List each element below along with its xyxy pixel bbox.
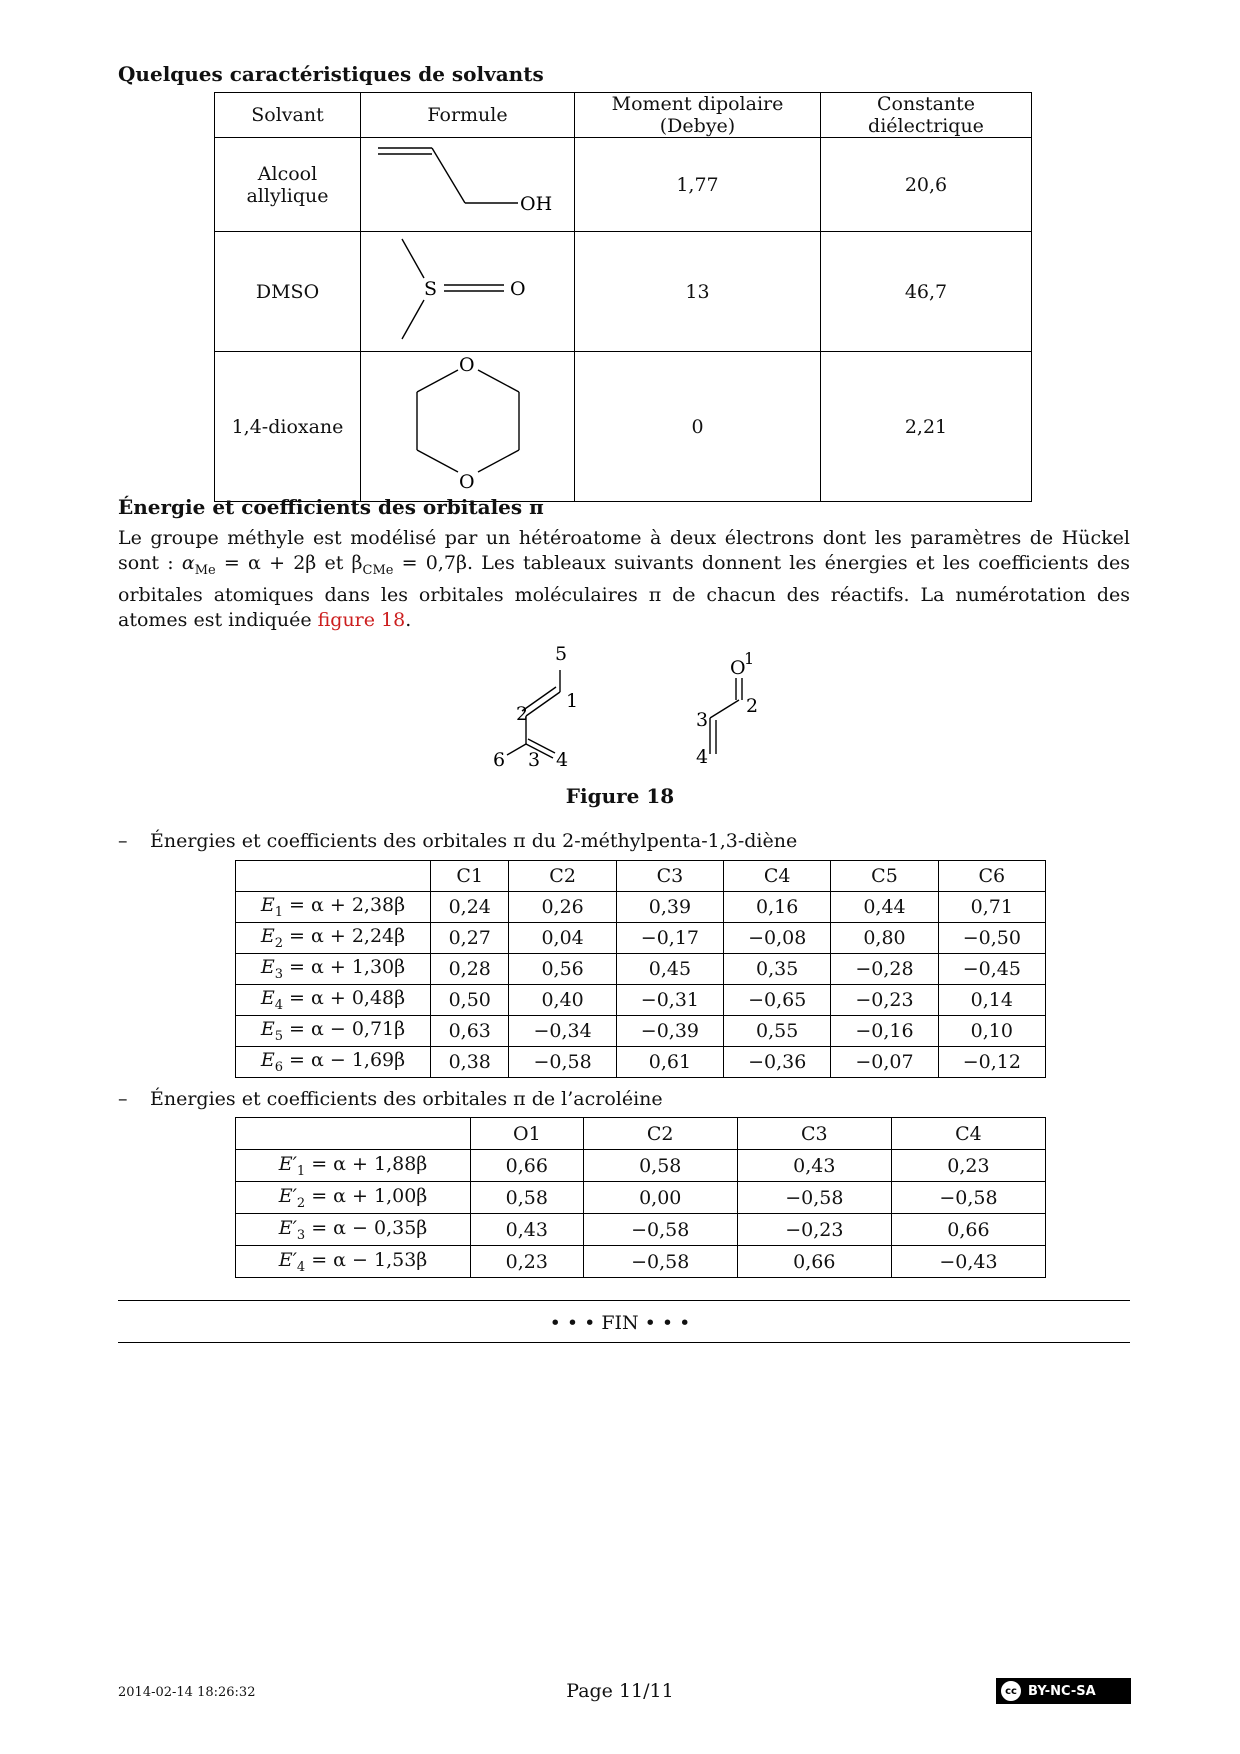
coefficient-cell: −0,43: [891, 1246, 1045, 1278]
subscript: CMe: [362, 562, 394, 578]
coefficient-cell: 0,24: [431, 892, 509, 923]
coefficient-cell: 0,56: [509, 954, 616, 985]
section-heading-orbitales: Énergie et coefficients des orbitales π: [118, 495, 544, 519]
energy-label: [236, 1246, 471, 1278]
energy-label: [236, 923, 431, 954]
divider-bottom: [118, 1342, 1130, 1343]
energy-label: [236, 1150, 471, 1182]
table-row: [236, 1150, 1046, 1182]
energy-symbol: E: [260, 1018, 275, 1041]
coefficient-cell: −0,65: [724, 985, 831, 1016]
coefficient-cell: 0,40: [509, 985, 616, 1016]
figure-caption: Figure 18: [565, 784, 675, 808]
coefficient-cell: −0,58: [583, 1246, 737, 1278]
formula-cell: [361, 352, 575, 502]
energy-symbol: E: [260, 894, 275, 917]
alpha-symbol: α: [181, 552, 195, 574]
paragraph-text: .: [405, 608, 412, 631]
column-header: Formule: [361, 93, 575, 138]
energy-symbol: E: [260, 987, 275, 1010]
section-heading-solvants: Quelques caractéristiques de solvants: [118, 62, 544, 86]
coefficient-cell: 0,35: [724, 954, 831, 985]
atom-label: S: [424, 278, 438, 300]
energy-label: [236, 1182, 471, 1214]
coefficient-cell: 0,66: [737, 1246, 891, 1278]
dmso-structure: [362, 232, 573, 346]
coefficient-cell: −0,58: [509, 1047, 616, 1078]
energy-symbol: E′: [278, 1152, 297, 1175]
atom-label: O: [730, 657, 746, 679]
column-header: C6: [938, 861, 1045, 892]
paragraph-text: Le groupe méthyle est modélisé par un hétéroatome à deux électrons dont les paramètres de Hückel sont :: [118, 527, 1130, 574]
column-header: C5: [831, 861, 938, 892]
cc-icon: cc: [1000, 1680, 1022, 1702]
paragraph-text: = α + 2β et β: [215, 552, 363, 574]
figure-18: [480, 640, 780, 780]
coefficient-cell: −0,08: [724, 923, 831, 954]
atom-label: O: [459, 471, 475, 493]
table-row: [215, 232, 1032, 352]
atom-label: O: [510, 278, 526, 300]
formula-cell: [361, 138, 575, 232]
energy-symbol: E′: [278, 1184, 297, 1207]
diene-orbitals-table: [235, 860, 1046, 1078]
coefficient-cell: 0,43: [471, 1214, 584, 1246]
coefficient-cell: 0,38: [431, 1047, 509, 1078]
coefficient-cell: −0,58: [891, 1182, 1045, 1214]
table-row: [236, 1182, 1046, 1214]
table-title-text: Énergies et coefficients des orbitales π de l’acroléine: [150, 1088, 663, 1110]
energy-symbol: E: [260, 956, 275, 979]
coefficient-cell: −0,45: [938, 954, 1045, 985]
energy-index: 4: [274, 997, 284, 1013]
column-header: C1: [431, 861, 509, 892]
coefficient-cell: 0,43: [737, 1150, 891, 1182]
energy-expression: = α + 1,30β: [283, 956, 406, 979]
coefficient-cell: 0,71: [938, 892, 1045, 923]
coefficient-cell: −0,17: [616, 923, 723, 954]
coefficient-cell: 0,50: [431, 985, 509, 1016]
coefficient-cell: 0,39: [616, 892, 723, 923]
atom-label: O: [459, 354, 475, 376]
coefficient-cell: −0,16: [831, 1016, 938, 1047]
coefficient-cell: 0,23: [471, 1246, 584, 1278]
energy-expression: = α + 1,00β: [305, 1184, 428, 1207]
license-badge[interactable]: [996, 1678, 1131, 1704]
acroleine-orbitals-table: [235, 1117, 1046, 1278]
table-row: [236, 1214, 1046, 1246]
column-header: C3: [737, 1118, 891, 1150]
dipole-value: 0: [575, 352, 821, 502]
energy-expression: = α − 0,71β: [283, 1018, 406, 1041]
energy-index: 1: [274, 904, 284, 920]
license-label: BY-NC-SA: [1028, 1683, 1096, 1699]
coefficient-cell: −0,36: [724, 1047, 831, 1078]
atom-number: 4: [556, 749, 569, 771]
atom-number: 2: [516, 703, 529, 725]
coefficient-cell: 0,63: [431, 1016, 509, 1047]
table-row: [215, 352, 1032, 502]
coefficient-cell: 0,16: [724, 892, 831, 923]
energy-index: 3: [274, 966, 284, 982]
energy-label: [236, 985, 431, 1016]
coefficient-cell: 0,14: [938, 985, 1045, 1016]
coefficient-cell: 0,44: [831, 892, 938, 923]
coefficient-cell: 0,45: [616, 954, 723, 985]
coefficient-cell: 0,61: [616, 1047, 723, 1078]
energy-expression: = α + 1,88β: [305, 1152, 428, 1175]
paragraph-text: = 0,7β. Les tableaux suivants donnent les énergies et les coefficients des orbitales atomiques dans les orbitales moléculaires π de chacun des réactifs. La numérotation des atomes est indiquée: [118, 552, 1130, 631]
column-header: C3: [616, 861, 723, 892]
list-dash: –: [118, 1088, 128, 1110]
energy-label: [236, 1047, 431, 1078]
energy-index: 1: [296, 1163, 306, 1179]
atom-number: 3: [696, 709, 709, 731]
list-dash: –: [118, 830, 128, 852]
table-row: [236, 1016, 1046, 1047]
table-row: [215, 138, 1032, 232]
energy-label: [236, 954, 431, 985]
energy-expression: = α + 2,24β: [283, 925, 406, 948]
corner-cell: [236, 861, 431, 892]
column-header: C4: [724, 861, 831, 892]
energy-symbol: E′: [278, 1248, 297, 1271]
atom-number: 1: [744, 649, 755, 668]
footer-date: 2014-02-14 18:26:32: [118, 1685, 256, 1700]
table-title-text: Énergies et coefficients des orbitales π du 2-méthylpenta-1,3-diène: [150, 830, 798, 852]
intro-paragraph: [118, 526, 1130, 633]
table-2-title: [118, 1088, 663, 1110]
table-row: [236, 1246, 1046, 1278]
coefficient-cell: 0,26: [509, 892, 616, 923]
atom-number: 6: [493, 749, 506, 771]
table-row: [236, 923, 1046, 954]
coefficient-cell: −0,23: [831, 985, 938, 1016]
energy-expression: = α + 0,48β: [283, 987, 406, 1010]
energy-index: 6: [274, 1059, 284, 1075]
dioxane-structure: [362, 352, 573, 496]
dielectric-value: 20,6: [821, 138, 1032, 232]
column-header: O1: [471, 1118, 584, 1150]
coefficient-cell: −0,34: [509, 1016, 616, 1047]
energy-index: 4: [296, 1259, 306, 1275]
coefficient-cell: −0,07: [831, 1047, 938, 1078]
energy-expression: = α + 2,38β: [283, 894, 406, 917]
table-row: [236, 954, 1046, 985]
coefficient-cell: −0,31: [616, 985, 723, 1016]
coefficient-cell: 0,58: [471, 1182, 584, 1214]
coefficient-cell: −0,58: [737, 1182, 891, 1214]
divider-top: [118, 1300, 1130, 1301]
end-marker: • • • FIN • • •: [549, 1312, 691, 1334]
atom-label: OH: [520, 193, 553, 215]
energy-index: 2: [296, 1195, 306, 1211]
solvent-name: DMSO: [215, 232, 361, 352]
coefficient-cell: −0,39: [616, 1016, 723, 1047]
column-header: Constante diélectrique: [821, 93, 1032, 138]
dielectric-value: 2,21: [821, 352, 1032, 502]
atom-number: 3: [528, 749, 541, 771]
energy-index: 5: [274, 1028, 284, 1044]
coefficient-cell: 0,58: [583, 1150, 737, 1182]
allyl-alcohol-structure: [362, 138, 573, 226]
table-row: [236, 1047, 1046, 1078]
coefficient-cell: −0,50: [938, 923, 1045, 954]
coefficient-cell: 0,00: [583, 1182, 737, 1214]
atom-number: 1: [566, 690, 579, 712]
dipole-value: 13: [575, 232, 821, 352]
energy-symbol: E′: [278, 1216, 297, 1239]
solvents-table: [214, 92, 1032, 502]
coefficient-cell: 0,04: [509, 923, 616, 954]
column-header: Moment dipolaire (Debye): [575, 93, 821, 138]
atom-number: 4: [696, 746, 709, 768]
energy-index: 3: [296, 1227, 306, 1243]
coefficient-cell: 0,27: [431, 923, 509, 954]
atom-number: 2: [746, 695, 759, 717]
coefficient-cell: 0,66: [891, 1214, 1045, 1246]
coefficient-cell: −0,23: [737, 1214, 891, 1246]
energy-expression: = α − 1,53β: [305, 1248, 428, 1271]
column-header: C2: [509, 861, 616, 892]
energy-symbol: E: [260, 1049, 275, 1072]
coefficient-cell: 0,23: [891, 1150, 1045, 1182]
table-1-title: [118, 830, 797, 852]
column-header: C2: [583, 1118, 737, 1150]
column-header: C4: [891, 1118, 1045, 1150]
energy-expression: = α − 1,69β: [283, 1049, 406, 1072]
energy-label: [236, 1016, 431, 1047]
energy-symbol: E: [260, 925, 275, 948]
coefficient-cell: 0,80: [831, 923, 938, 954]
coefficient-cell: −0,58: [583, 1214, 737, 1246]
dipole-value: 1,77: [575, 138, 821, 232]
energy-index: 2: [274, 935, 284, 951]
coefficient-cell: −0,12: [938, 1047, 1045, 1078]
page-number: Page 11/11: [566, 1680, 674, 1702]
figure-link[interactable]: figure 18: [317, 608, 406, 631]
energy-label: [236, 892, 431, 923]
table-row: [236, 985, 1046, 1016]
coefficient-cell: 0,28: [431, 954, 509, 985]
subscript: Me: [194, 562, 216, 578]
atom-number: 5: [555, 643, 568, 665]
table-row: [236, 892, 1046, 923]
solvent-name: 1,4-dioxane: [215, 352, 361, 502]
solvent-name: Alcool allylique: [215, 138, 361, 232]
energy-label: [236, 1214, 471, 1246]
column-header: Solvant: [215, 93, 361, 138]
coefficient-cell: −0,28: [831, 954, 938, 985]
coefficient-cell: 0,10: [938, 1016, 1045, 1047]
coefficient-cell: 0,66: [471, 1150, 584, 1182]
formula-cell: [361, 232, 575, 352]
corner-cell: [236, 1118, 471, 1150]
coefficient-cell: 0,55: [724, 1016, 831, 1047]
dielectric-value: 46,7: [821, 232, 1032, 352]
energy-expression: = α − 0,35β: [305, 1216, 428, 1239]
